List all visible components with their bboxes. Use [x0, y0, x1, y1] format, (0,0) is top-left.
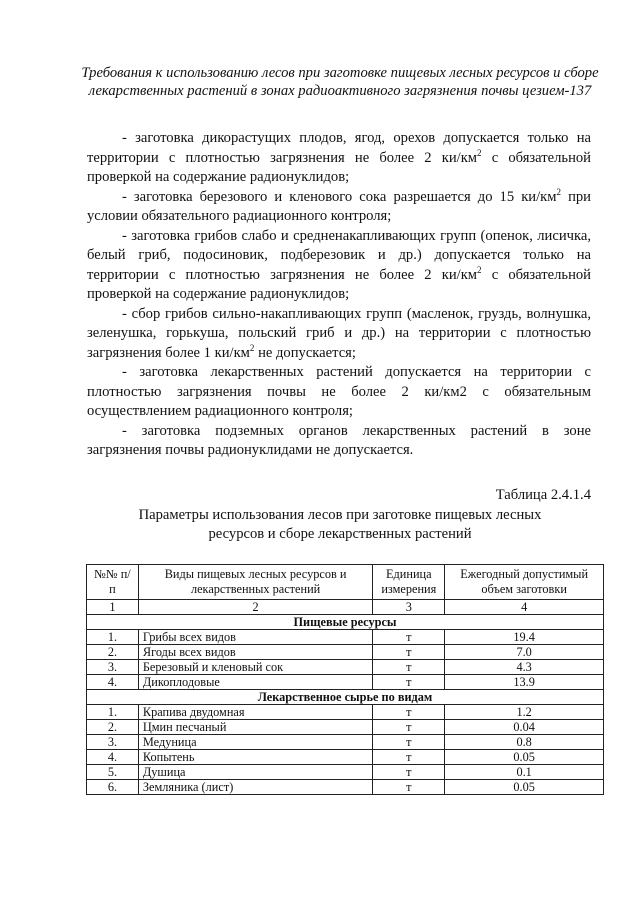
table-row — [87, 780, 604, 795]
section-title: Лекарственное сырье по видам — [87, 690, 604, 705]
row-number: 4. — [87, 750, 139, 765]
table-section-row — [87, 615, 604, 630]
unit: т — [373, 645, 445, 660]
resource-name: Копытень — [138, 750, 372, 765]
annual-volume: 0.05 — [445, 780, 604, 795]
annual-volume: 13.9 — [445, 675, 604, 690]
resource-name: Земляника (лист) — [138, 780, 372, 795]
table-row — [87, 660, 604, 675]
table-row — [87, 750, 604, 765]
row-number: 6. — [87, 780, 139, 795]
resource-name: Медуница — [138, 735, 372, 750]
unit: т — [373, 735, 445, 750]
document-body — [87, 129, 591, 461]
paragraph: - заготовка грибов слабо и средненакапливающих групп (опенок, лисичка, белый гриб, подосиновик, подберезовик и др.) допускается только на территории с плотностью загрязнения не более 2 $ки/км^2$ с обязательной проверкой на содержание радионуклидов; — [87, 227, 591, 302]
table-row — [87, 765, 604, 780]
resource-name: Крапива двудомная — [138, 705, 372, 720]
unit: т — [373, 630, 445, 645]
resource-name: Ягоды всех видов — [138, 645, 372, 660]
unit: т — [373, 750, 445, 765]
row-number: 2. — [87, 720, 139, 735]
table-title: Параметры использования лесов при заготовке пищевых лесных ресурсов и сборе лекарственных растений — [138, 507, 542, 542]
unit: т — [373, 675, 445, 690]
table-row — [87, 645, 604, 660]
resource-name: Грибы всех видов — [138, 630, 372, 645]
unit: т — [373, 705, 445, 720]
paragraph: - заготовка березового и кленового сока разрешается до 15 $ки/км^2$ при условии обязательного радиационного контроля; — [87, 186, 591, 224]
header-unit: Единица измерения — [373, 565, 445, 600]
resource-name: Душица — [138, 765, 372, 780]
header-number: №№ п/п — [87, 565, 139, 600]
annual-volume: 1.2 — [445, 705, 604, 720]
unit: т — [373, 765, 445, 780]
table-section-row — [87, 690, 604, 705]
resource-name: Дикоплодовые — [138, 675, 372, 690]
table-body — [87, 615, 604, 795]
section-title: Пищевые ресурсы — [87, 615, 604, 630]
header-annual-volume: Ежегодный допустимый объем заготовки — [445, 565, 604, 600]
annual-volume: 7.0 — [445, 645, 604, 660]
resource-name: Березовый и кленовый сок — [138, 660, 372, 675]
paragraph: - сбор грибов сильно-накапливающих групп (масленок, груздь, волнушка, зеленушка, горькуша, польский гриб и др.) на территории с плотностью загрязнения более 1 $ки/км^2$ не допускается; — [87, 305, 591, 361]
table-row — [87, 735, 604, 750]
table-row — [87, 675, 604, 690]
annual-volume: 4.3 — [445, 660, 604, 675]
unit: т — [373, 780, 445, 795]
table-row — [87, 720, 604, 735]
unit: т — [373, 660, 445, 675]
table-row — [87, 705, 604, 720]
resources-table — [86, 564, 604, 795]
annual-volume: 0.8 — [445, 735, 604, 750]
unit: т — [373, 720, 445, 735]
column-number-row: 1 2 3 4 — [87, 600, 604, 615]
annual-volume: 0.1 — [445, 765, 604, 780]
paragraph: - заготовка подземных органов лекарственных растений в зоне загрязнения почвы радионуклидами не допускается. — [87, 422, 591, 458]
table-row — [87, 630, 604, 645]
table-number: Таблица 2.4.1.4 — [495, 487, 591, 503]
row-number: 5. — [87, 765, 139, 780]
annual-volume: 0.04 — [445, 720, 604, 735]
resource-name: Цмин песчаный — [138, 720, 372, 735]
header-resource-type: Виды пищевых лесных ресурсов и лекарственных растений — [138, 565, 372, 600]
row-number: 3. — [87, 660, 139, 675]
row-number: 2. — [87, 645, 139, 660]
row-number: 1. — [87, 705, 139, 720]
row-number: 1. — [87, 630, 139, 645]
document-title: Требования к использованию лесов при заготовке пищевых лесных ресурсов и сборе лекарственных растений в зонах радиоактивного загрязнения почвы цезием-137 — [81, 65, 599, 99]
row-number: 4. — [87, 675, 139, 690]
paragraph: - заготовка лекарственных растений допускается на территории с плотностью загрязнения почвы не более 2 ки/км2 с обязательным осуществлением радиационного контроля; — [87, 364, 591, 419]
annual-volume: 19.4 — [445, 630, 604, 645]
table-header-row — [87, 565, 604, 600]
annual-volume: 0.05 — [445, 750, 604, 765]
row-number: 3. — [87, 735, 139, 750]
paragraph: - заготовка дикорастущих плодов, ягод, орехов допускается только на территории с плотностью загрязнения не более 2 $ки/км^2$ с обязательной проверкой на содержание радионуклидов; — [87, 130, 591, 185]
